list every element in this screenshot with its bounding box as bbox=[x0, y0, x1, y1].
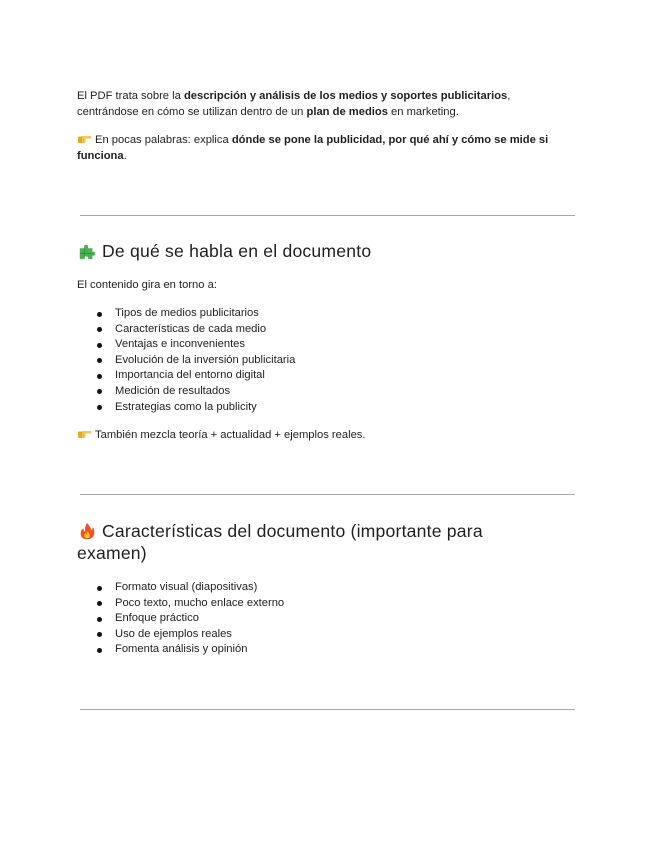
list-item: Enfoque práctico bbox=[77, 611, 284, 627]
section1-heading bbox=[77, 240, 577, 262]
list-item: Características de cada medio bbox=[77, 322, 295, 338]
section1-note bbox=[77, 427, 577, 443]
list-item: Importancia del entorno digital bbox=[77, 368, 295, 384]
intro-text-2: , bbox=[507, 90, 511, 102]
divider bbox=[80, 494, 575, 495]
summary-text-1: En pocas palabras: explica bbox=[95, 134, 232, 146]
pointing-hand-icon bbox=[77, 427, 92, 439]
section1-note-text: También mezcla teoría + actualidad + ejemplos reales. bbox=[95, 429, 366, 441]
intro-bold-1: descripción y análisis de los medios y soportes publicitarios bbox=[183, 90, 508, 102]
intro-paragraph bbox=[77, 88, 577, 120]
section1-title: De qué se habla en el documento bbox=[102, 241, 372, 261]
summary-paragraph bbox=[77, 132, 577, 164]
section1-lead: El contenido gira en torno a: bbox=[77, 279, 217, 291]
list-item: Formato visual (diapositivas) bbox=[77, 580, 284, 596]
list-item: Poco texto, mucho enlace externo bbox=[77, 596, 284, 612]
intro-text-1: El PDF trata sobre la bbox=[77, 90, 184, 102]
intro-text-4: en marketing. bbox=[387, 106, 459, 118]
list-item: Evolución de la inversión publicitaria bbox=[77, 353, 295, 369]
list-item: Fomenta análisis y opinión bbox=[77, 642, 284, 658]
list-item: Tipos de medios publicitarios bbox=[77, 306, 295, 322]
section2-title-line1: Características del documento (importante para bbox=[102, 521, 483, 541]
list-item: Ventajas e inconvenientes bbox=[77, 337, 295, 353]
section1-list bbox=[77, 306, 295, 415]
list-item: Uso de ejemplos reales bbox=[77, 627, 284, 643]
divider bbox=[80, 709, 575, 710]
intro-bold-2: plan de medios bbox=[306, 106, 388, 118]
summary-text-2: . bbox=[123, 150, 127, 162]
summary-bold-2: funciona bbox=[77, 150, 124, 162]
list-item: Estrategias como la publicity bbox=[77, 400, 295, 416]
section2-list bbox=[77, 580, 284, 658]
puzzle-piece-icon bbox=[77, 242, 97, 260]
section2-heading bbox=[77, 520, 577, 564]
intro-text-3: centrándose en cómo se utilizan dentro de un bbox=[77, 106, 307, 118]
pointing-hand-icon bbox=[77, 132, 92, 144]
list-item: Medición de resultados bbox=[77, 384, 295, 400]
fire-icon bbox=[77, 522, 97, 540]
section2-title-line2: examen) bbox=[77, 543, 147, 563]
divider bbox=[80, 215, 575, 216]
summary-bold-1: dónde se pone la publicidad, por qué ahí y cómo se mide si bbox=[231, 134, 549, 146]
